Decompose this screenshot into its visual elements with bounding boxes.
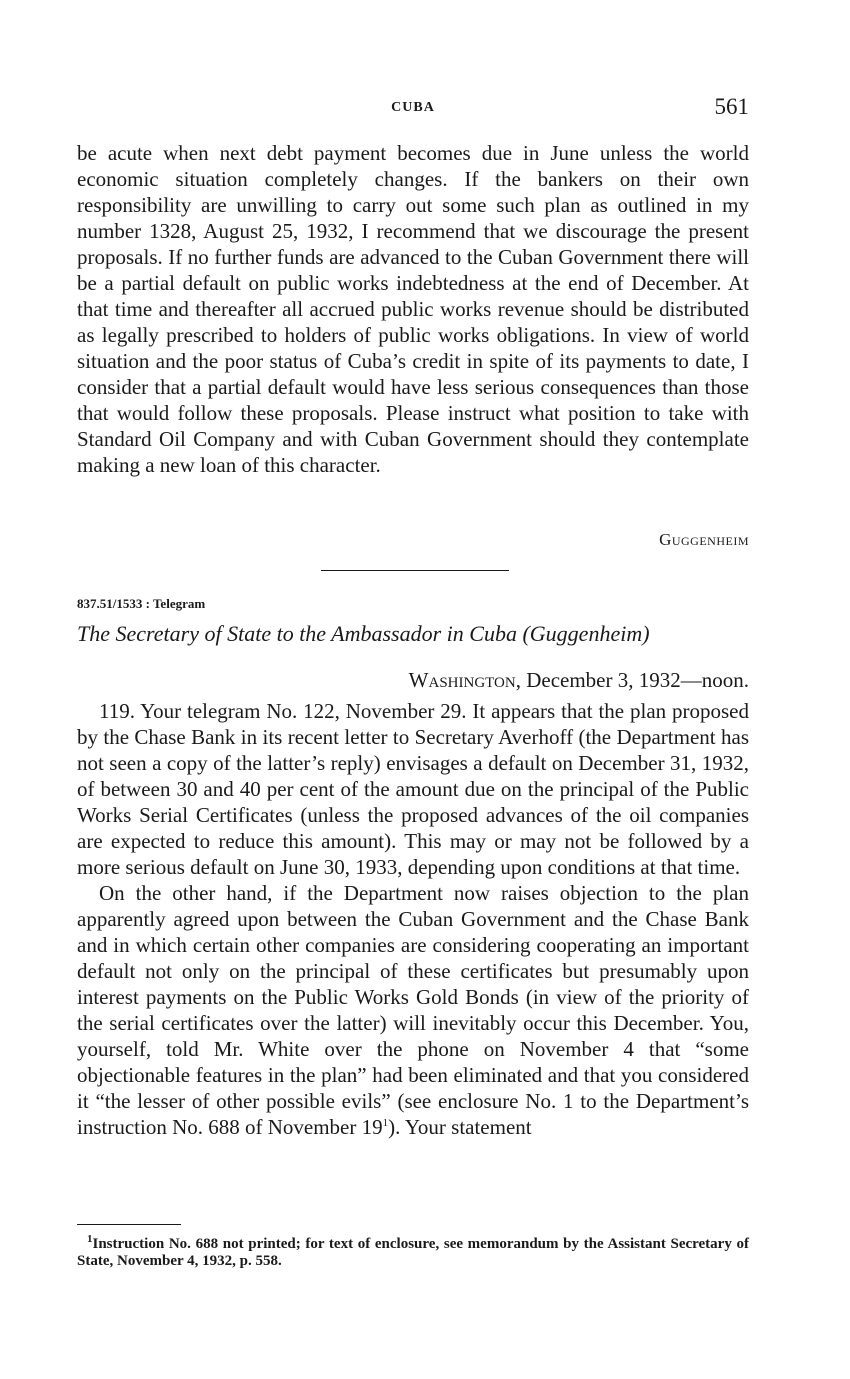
telegram-paragraph-1: 119. Your telegram No. 122, November 29. It appears that the plan proposed by the Chase Bank in its recent letter to Secretary Averhoff (the Department has not seen a copy of the latter’s reply) envisages a default on December 31, 1932, of between 30 and 40 per cent of the amount due on the principal of the Public Works Serial Certificates (unless the proposed advances of the oil companies are expected to reduce this amount). This may or may not be followed by a more serious default on June 30, 1933, depending upon conditions at that time. bbox=[77, 699, 749, 879]
paragraph-2-text: On the other hand, if the Department now raises objection to the plan apparently agreed upon between the Cuban Government and the Chase Bank and in which certain other companies are considering cooperating an important default not only on the principal of these certificates but presumably upon interest payments on the Public Works Gold Bonds (in view of the priority of the serial certificates over the latter) will inevitably occur this December. You, yourself, told Mr. White over the phone on November 4 that “some objectionable features in the plan” had been eliminated and that you considered it “the lesser of other possible evils” (see enclosure No. 1 to the Department’s instruction No. 688 of November 19 bbox=[77, 881, 749, 1139]
continued-telegram-text bbox=[77, 140, 749, 478]
section-divider bbox=[321, 570, 509, 571]
running-head bbox=[77, 94, 749, 124]
footnote-divider bbox=[77, 1224, 181, 1225]
telegram-paragraph-2 bbox=[77, 880, 749, 1140]
page-number: 561 bbox=[714, 94, 749, 119]
continued-paragraph: be acute when next debt payment becomes due in June unless the world economic situation completely changes. If the bankers on their own responsibility are unwilling to carry out some such plan as outlined in my number 1328, August 25, 1932, I recommend that we discourage the present proposals. If no further funds are advanced to the Cuban Government there will be a partial default on public works indebtedness at the end of December. At that time and thereafter all accrued public works revenue should be distributed as legally prescribed to holders of public works obligations. In view of world situation and the poor status of Cuba’s credit in spite of its payments to date, I consider that a partial default would have less serious consequences than those that would follow these proposals. Please instruct what position to take with Standard Oil Company and with Cuban Government should they contemplate making a new loan of this character. bbox=[77, 141, 749, 477]
dateline bbox=[409, 668, 749, 693]
document-title: The Secretary of State to the Ambassador in Cuba (Guggenheim) bbox=[77, 621, 650, 646]
footnote-text: Instruction No. 688 not printed; for text of enclosure, see memorandum by the Assistant Secretary of State, November 4, 1932, p. 558. bbox=[77, 1236, 749, 1269]
dateline-date: , December 3, 1932—noon. bbox=[515, 668, 749, 692]
footnote bbox=[77, 1233, 749, 1270]
signature: Guggenheim bbox=[659, 530, 749, 549]
footnote-marker: 1 bbox=[87, 1233, 93, 1245]
telegram-body bbox=[77, 698, 749, 1140]
running-title: CUBA bbox=[391, 100, 435, 115]
footnote-reference[interactable]: 1 bbox=[382, 1117, 389, 1129]
file-reference: 837.51/1533 : Telegram bbox=[77, 596, 206, 611]
paragraph-2-tail: ). Your statement bbox=[388, 1115, 532, 1139]
dateline-place: Washington bbox=[408, 668, 516, 692]
